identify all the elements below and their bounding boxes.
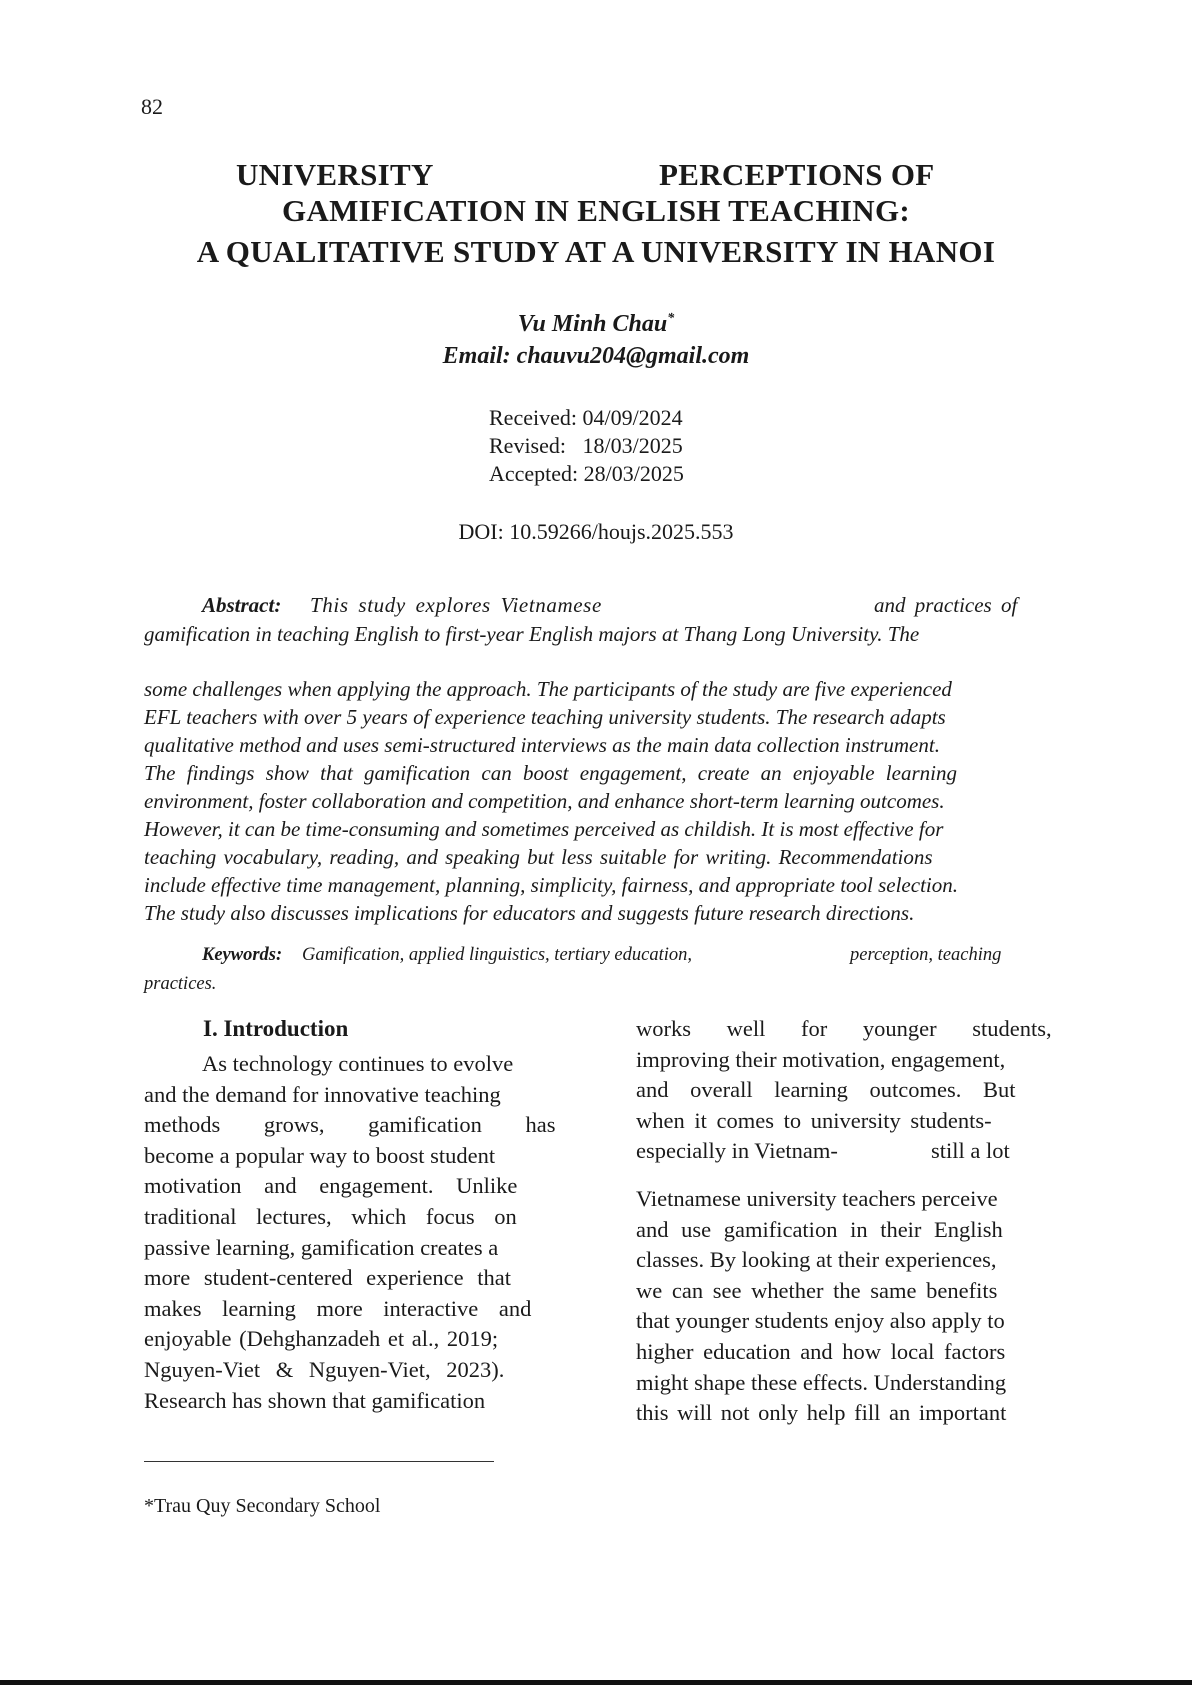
section-heading-introduction: I. Introduction: [203, 1016, 349, 1041]
paragraph-line-tail: still a lot: [931, 1138, 1010, 1164]
paragraph-line: and the demand for innovative teaching: [144, 1081, 501, 1107]
footnote-divider: [144, 1461, 494, 1462]
paragraph-line: Research has shown that gamification: [144, 1387, 486, 1413]
paragraph-line: and use gamification in their English: [636, 1216, 1003, 1242]
abstract-body-line: teaching vocabulary, reading, and speaking but less suitable for writing. Recommendations: [144, 845, 933, 869]
paragraph-line: As technology continues to evolve: [202, 1051, 514, 1076]
publication-dates: [489, 404, 684, 488]
scan-bottom-edge: [0, 1680, 1192, 1685]
right-column-top: [636, 1014, 1052, 1167]
abstract-body-line: qualitative method and uses semi-structured interviews as the main data collection instrument.: [144, 733, 940, 757]
author-email: Email: chauvu204@gmail.com: [442, 343, 750, 369]
received-date: Received: 04/09/2024: [489, 405, 683, 430]
title-line-3: A QUALITATIVE STUDY AT A UNIVERSITY IN HANOI: [196, 234, 996, 269]
title-word-university: UNIVERSITY: [236, 157, 434, 192]
left-column: [144, 1049, 557, 1416]
paragraph-line: works well for younger students,: [636, 1016, 1052, 1041]
author-footnote-marker: *: [667, 311, 675, 326]
paragraph-line: traditional lectures, which focus on: [144, 1203, 517, 1229]
paragraph-line: Vietnamese university teachers perceive: [636, 1186, 998, 1211]
abstract-body-line: However, it can be time-consuming and sometimes perceived as childish. It is most effective for: [144, 817, 944, 841]
title-word-perceptions: PERCEPTIONS OF: [659, 157, 935, 192]
abstract-body-line: some challenges when applying the approach. The participants of the study are five experienced: [144, 677, 952, 701]
abstract-label: Abstract:: [202, 593, 282, 617]
paragraph-line: makes learning more interactive and: [144, 1295, 532, 1321]
accepted-date: Accepted: 28/03/2025: [489, 461, 684, 486]
keywords-line-2: practices.: [144, 974, 217, 994]
doi: DOI: 10.59266/houjs.2025.553: [458, 519, 734, 544]
abstract-line-2: gamification in teaching English to first-year English majors at Thang Long University. The: [144, 622, 920, 646]
paragraph-line: especially in Vietnam- still a lot: [636, 1136, 1049, 1167]
footnote: *Trau Quy Secondary School: [144, 1495, 381, 1517]
keywords-line-1b: perception, teaching: [850, 945, 1002, 965]
paragraph-line: enjoyable (Dehghanzadeh et al., 2019;: [144, 1326, 499, 1352]
paragraph-line: passive learning, gamification creates a: [144, 1234, 499, 1260]
author-name-text: Vu Minh Chau: [517, 311, 668, 337]
abstract-line-1b: and practices of: [874, 593, 1018, 617]
paragraph-line: motivation and engagement. Unlike: [144, 1173, 518, 1199]
keywords-line-1a: Gamification, applied linguistics, tertiary education,: [302, 945, 692, 965]
abstract-body-line: The findings show that gamification can boost engagement, create an enjoyable learning: [144, 761, 957, 785]
abstract-body-line: include effective time management, planning, simplicity, fairness, and appropriate tool selection.: [144, 873, 958, 897]
paragraph-line: higher education and how local factors: [636, 1338, 1006, 1364]
keywords-label: Keywords:: [202, 945, 283, 965]
paragraph-line: and overall learning outcomes. But: [636, 1077, 1016, 1103]
paragraph-line: improving their motivation, engagement,: [636, 1046, 1006, 1072]
abstract-body-line: EFL teachers with over 5 years of experience teaching university students. The research adapts: [144, 705, 946, 729]
author-name: [0, 309, 1192, 339]
paragraph-line: might shape these effects. Understanding: [636, 1369, 1007, 1395]
revised-date: Revised: 18/03/2025: [489, 433, 683, 458]
paragraph-line: become a popular way to boost student: [144, 1142, 496, 1168]
paragraph-line: Nguyen-Viet & Nguyen-Viet, 2023).: [144, 1356, 505, 1382]
paragraph-line: more student-centered experience that: [144, 1265, 511, 1291]
paragraph-line: we can see whether the same benefits: [636, 1277, 998, 1303]
paragraph-line: this will not only help fill an important: [636, 1400, 1007, 1426]
paragraph-line: classes. By looking at their experiences,: [636, 1247, 997, 1273]
abstract-body-line: environment, foster collaboration and competition, and enhance short-term learning outcomes.: [144, 789, 945, 813]
paragraph-line: methods grows, gamification has: [144, 1112, 556, 1138]
abstract-line-1a: This study explores Vietnamese: [310, 593, 602, 617]
abstract-body: [144, 675, 1046, 927]
paragraph-line: when it comes to university students-: [636, 1107, 992, 1133]
abstract-body-line: The study also discusses implications for educators and suggests future research directions.: [144, 901, 915, 925]
paragraph-line: that younger students enjoy also apply to: [636, 1308, 1005, 1334]
title-line-2: GAMIFICATION IN ENGLISH TEACHING:: [282, 193, 910, 228]
page-number: 82: [141, 94, 163, 119]
right-column-bottom: [636, 1184, 1049, 1429]
